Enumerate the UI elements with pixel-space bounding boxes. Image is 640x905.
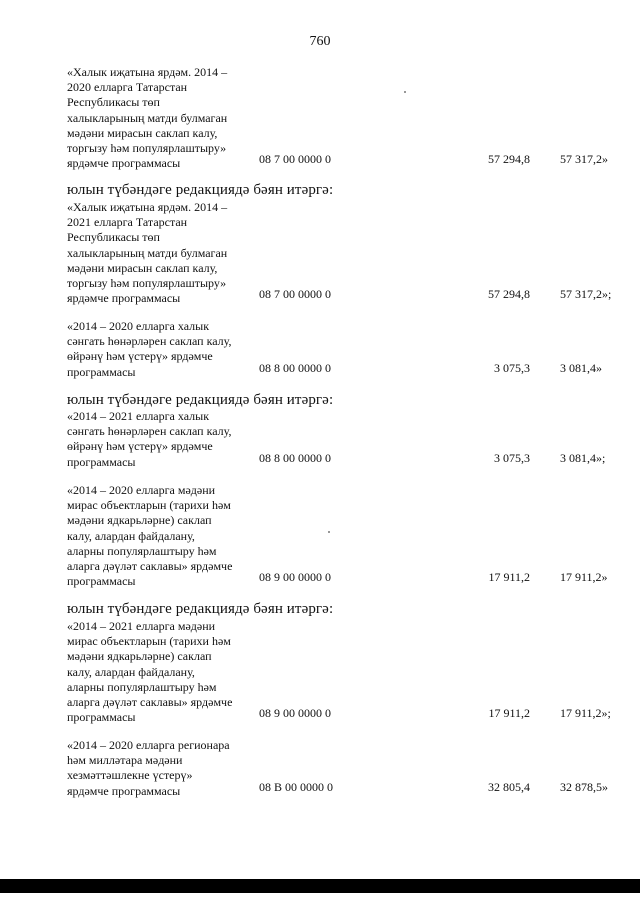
amendment-instruction: юлын түбәндәге редакциядә бәян итәргә: (67, 601, 334, 617)
scan-border (0, 879, 640, 893)
page-number: 760 (309, 34, 331, 49)
program-name-line: «Халык иҗатына ярдәм. 2014 – (67, 200, 228, 214)
amount-first: 3 075,3 (494, 361, 530, 375)
program-name-line: сәнгать һөнәрләрен саклап калу, (67, 334, 232, 349)
program-name (67, 65, 249, 171)
program-name-line: программасы (67, 710, 136, 725)
program-name-line: «Халык иҗатына ярдәм. 2014 – (67, 65, 228, 79)
program-name-line: хезмәттәшлекне үстерү» (67, 768, 193, 783)
amount-first: 32 805,4 (488, 780, 530, 794)
program-name-line: халыкларының матди булмаган (67, 245, 228, 260)
program-name-line: Республикасы төп (67, 230, 160, 245)
program-name-line: мәдәни ядкарьләрне) саклап (67, 513, 212, 528)
program-name-line: торгызу һәм популярлаштыру» (67, 141, 227, 156)
amount-second: 3 081,4»; (560, 451, 606, 465)
amendment-instruction: юлын түбәндәге редакциядә бәян итәргә: (67, 182, 334, 198)
amount-second: 3 081,4» (560, 361, 602, 375)
program-name-line: торгызу һәм популярлаштыру» (67, 276, 227, 291)
program-name-line: өйрәнү һәм үстерү» ярдәмче (67, 439, 213, 454)
classification-code: 08 В 00 0000 0 (259, 780, 334, 794)
amount-second: 17 911,2»; (560, 706, 611, 720)
program-name-line: аларны популярлаштыру һәм (67, 543, 217, 558)
program-name-line: 2021 елларга Татарстан (67, 215, 188, 230)
program-name (67, 619, 249, 725)
program-name-line: мирас объектларын (тарихи һәм (67, 634, 231, 649)
program-name-line: «2014 – 2021 елларга мәдәни (67, 619, 216, 633)
program-name-line: калу, алардан файдалану, (67, 528, 195, 543)
program-name-line: аларны популярлаштыру һәм (67, 679, 217, 694)
program-name (67, 319, 249, 380)
classification-code: 08 7 00 0000 0 (259, 152, 331, 166)
program-name-line: «2014 – 2020 елларга мәдәни (67, 483, 216, 497)
amount-first: 17 911,2 (488, 706, 530, 720)
program-name-line: ярдәмче программасы (67, 156, 181, 171)
program-name (67, 409, 249, 470)
program-name-line: өйрәнү һәм үстерү» ярдәмче (67, 349, 213, 364)
program-name-line: ярдәмче программасы (67, 783, 181, 798)
amendment-instruction: юлын түбәндәге редакциядә бәян итәргә: (67, 392, 334, 408)
program-name-line: халыкларының матди булмаган (67, 110, 228, 125)
scan-speck (404, 91, 406, 93)
program-name-line: 2020 елларга Татарстан (67, 80, 188, 95)
amount-first: 57 294,8 (488, 287, 530, 301)
program-name-line: «2014 – 2020 елларга регионара (67, 738, 230, 752)
amount-second: 32 878,5» (560, 780, 608, 794)
program-name-line: мәдәни мирасын саклап калу, (67, 125, 218, 140)
program-name-line: ярдәмче программасы (67, 291, 181, 306)
scan-speck (328, 531, 330, 533)
classification-code: 08 8 00 0000 0 (259, 361, 331, 375)
program-name-line: мәдәни ядкарьләрне) саклап (67, 649, 212, 664)
program-name-line: «2014 – 2021 елларга халык (67, 409, 210, 423)
classification-code: 08 9 00 0000 0 (259, 570, 331, 584)
program-name-line: «2014 – 2020 елларга халык (67, 319, 210, 333)
classification-code: 08 8 00 0000 0 (259, 451, 331, 465)
amount-first: 17 911,2 (488, 570, 530, 584)
amount-second: 57 317,2» (560, 152, 608, 166)
amount-first: 3 075,3 (494, 451, 530, 465)
program-name-line: Республикасы төп (67, 95, 160, 110)
amount-first: 57 294,8 (488, 152, 530, 166)
amount-second: 17 911,2» (560, 570, 608, 584)
program-name-line: аларга дәүләт саклавы» ярдәмче (67, 695, 233, 710)
program-name (67, 483, 249, 589)
program-name-line: сәнгать һөнәрләрен саклап калу, (67, 424, 232, 439)
classification-code: 08 9 00 0000 0 (259, 706, 331, 720)
program-name-line: һәм милләтара мәдәни (67, 753, 183, 768)
program-name-line: программасы (67, 454, 136, 469)
classification-code: 08 7 00 0000 0 (259, 287, 331, 301)
program-name (67, 738, 249, 799)
program-name-line: программасы (67, 574, 136, 589)
program-name-line: аларга дәүләт саклавы» ярдәмче (67, 559, 233, 574)
program-name-line: мәдәни мирасын саклап калу, (67, 260, 218, 275)
program-name-line: калу, алардан файдалану, (67, 664, 195, 679)
amount-second: 57 317,2»; (560, 287, 612, 301)
program-name (67, 200, 249, 306)
program-name-line: программасы (67, 364, 136, 379)
program-name-line: мирас объектларын (тарихи һәм (67, 498, 231, 513)
